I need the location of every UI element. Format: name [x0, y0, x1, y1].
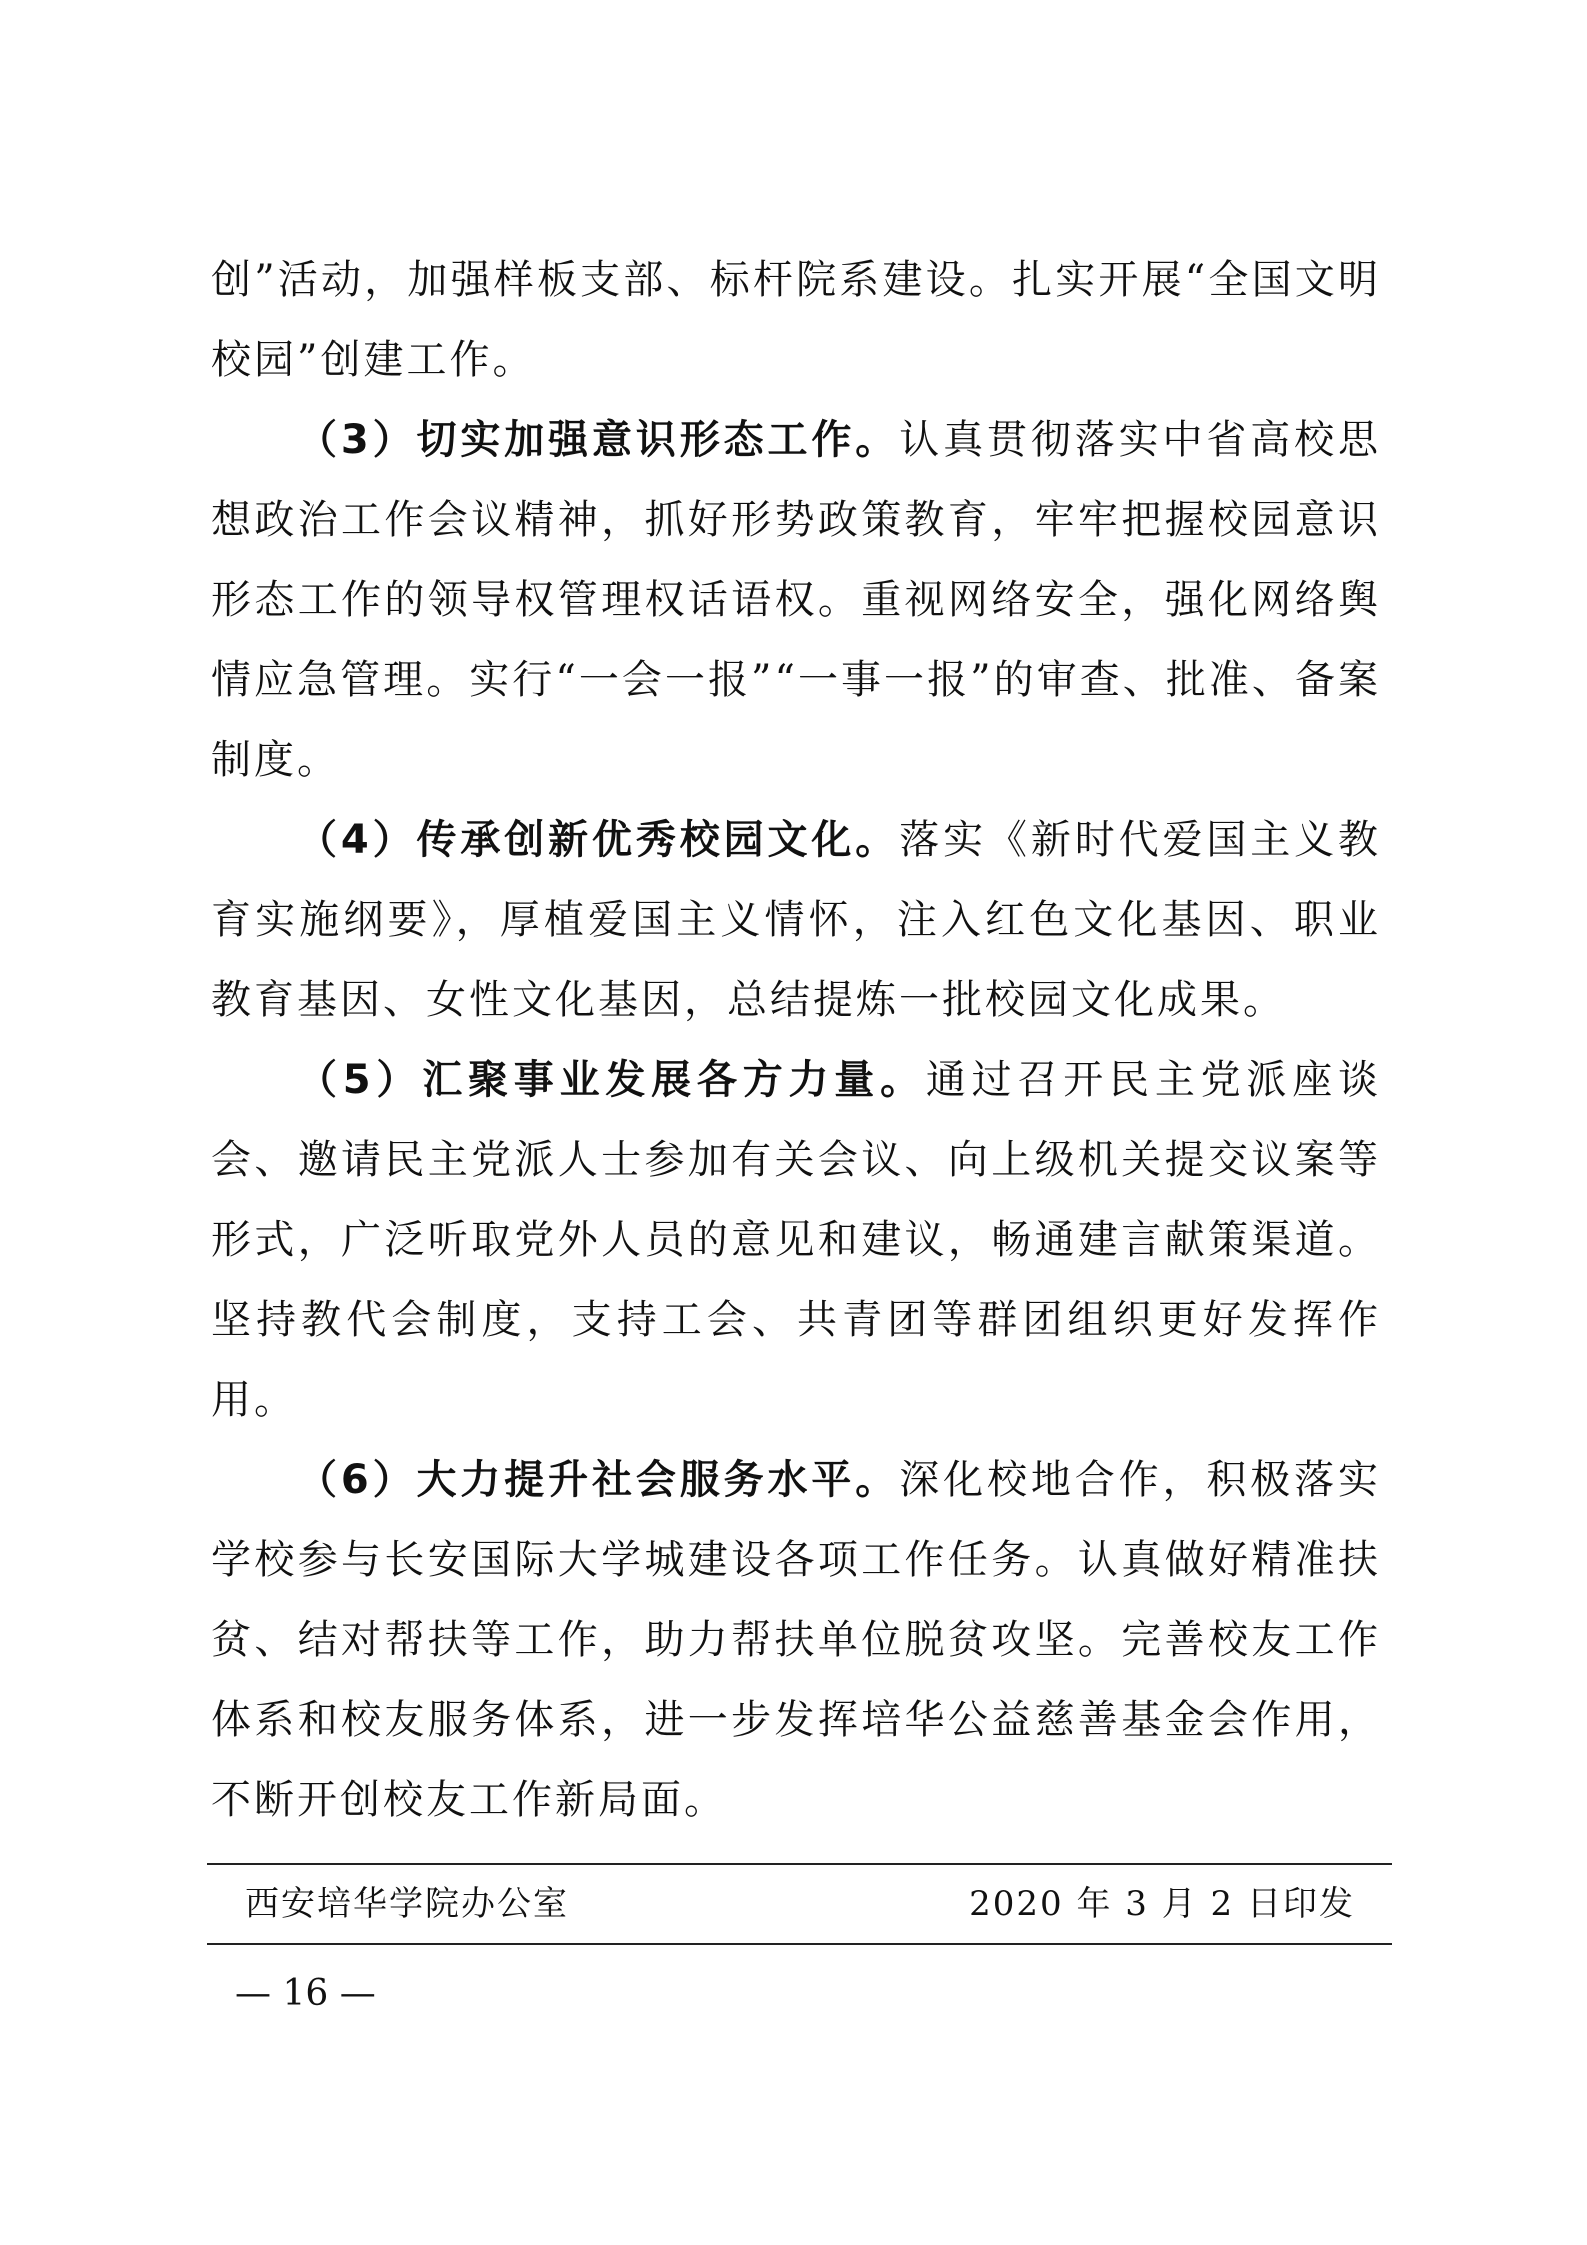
paragraph-text: 创”活动，加强样板支部、标杆院系建设。扎实开展“全国文明校园”创建工作。: [211, 257, 1381, 383]
page-number: — 16 —: [235, 1973, 376, 2014]
footer-issuer: 西安培华学院办公室: [245, 1884, 569, 1924]
paragraph-heading: （4）传承创新优秀校园文化。: [297, 817, 900, 863]
paragraph-text: 认真贯彻落实中省高校思想政治工作会议精神，抓好形势政策教育，牢牢把握校园意识形态工作的领导权管理权话语权。重视网络安全，强化网络舆情应急管理。实行“一会一报”“一事一报”的审查、批准、备案制度。: [211, 417, 1382, 783]
paragraph-heading: （5）汇聚事业发展各方力量。: [297, 1057, 926, 1103]
document-body: [211, 240, 1381, 1840]
paragraph-text: 落实《新时代爱国主义教育实施纲要》，厚植爱国主义情怀，注入红色文化基因、职业教育基因、女性文化基因，总结提炼一批校园文化成果。: [211, 817, 1382, 1023]
paragraph-social-service: [211, 1440, 1381, 1840]
paragraph-heading: （6）大力提升社会服务水平。: [297, 1457, 900, 1503]
paragraph-heading: （3）切实加强意识形态工作。: [297, 417, 900, 463]
paragraph-continuation: [211, 240, 1381, 400]
footer-top-rule: [207, 1863, 1392, 1865]
paragraph-ideology-work: [211, 400, 1381, 800]
footer-date: 2020 年 3 月 2 日印发: [969, 1884, 1355, 1924]
paragraph-text: 深化校地合作，积极落实学校参与长安国际大学城建设各项工作任务。认真做好精准扶贫、结对帮扶等工作，助力帮扶单位脱贫攻坚。完善校友工作体系和校友服务体系，进一步发挥培华公益慈善基金会作用，不断开创校友工作新局面。: [211, 1457, 1382, 1823]
footer-bottom-rule: [207, 1943, 1392, 1945]
paragraph-development-forces: [211, 1040, 1381, 1440]
paragraph-campus-culture: [211, 800, 1381, 1040]
paragraph-text: 通过召开民主党派座谈会、邀请民主党派人士参加有关会议、向上级机关提交议案等形式，广泛听取党外人员的意见和建议，畅通建言献策渠道。坚持教代会制度，支持工会、共青团等群团组织更好发挥作用。: [211, 1057, 1381, 1423]
